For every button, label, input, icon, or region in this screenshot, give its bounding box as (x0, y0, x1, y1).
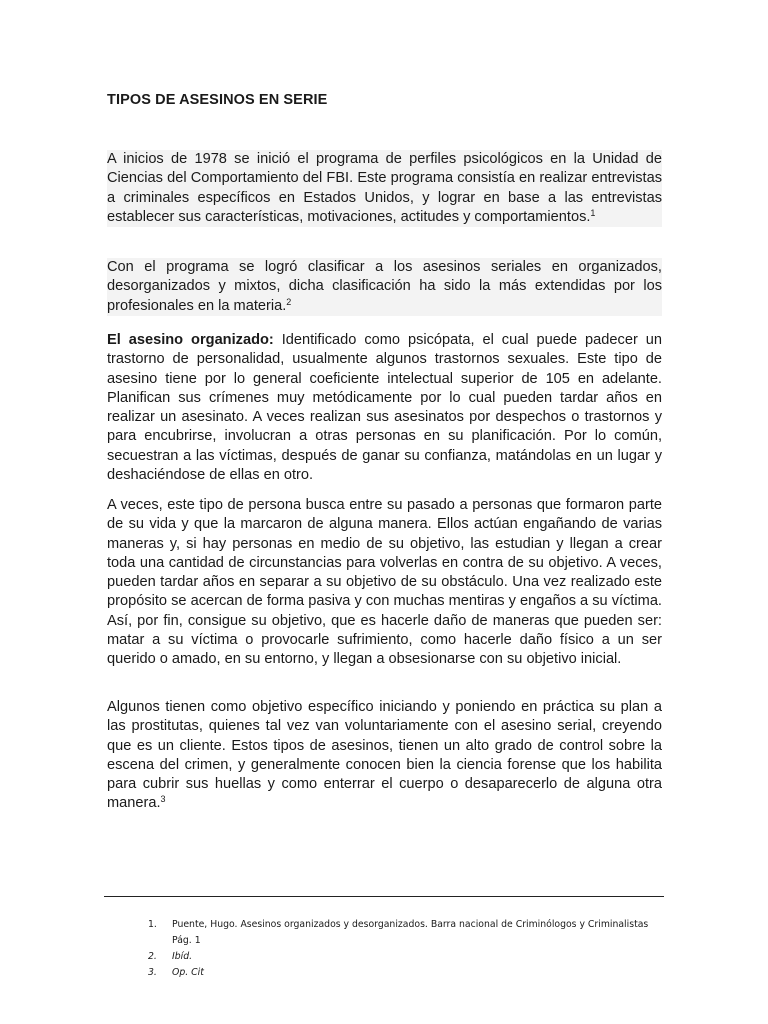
paragraph-text: A veces, este tipo de persona busca entre su pasado a personas que formaron parte de su vida y que la marcaron de alguna manera. Ellos actúan engañando de varias maneras y, si hay personas en medio de su objetivo, las estudian y llegan a crear toda una cantidad de circunstancias para volverlas en contra de su objetivo. A veces, pueden tardar años en separar a su objetivo de su obstáculo. Una vez realizado este propósito se acercan de forma pasiva y con muchas mentiras y engaños a su víctima. Así, por fin, consigue su objetivo, que es hacerle daño de maneras que pueden ser: matar a su víctima o provocarle sufrimiento, como hacerle daño físico a un ser querido o amado, en su entorno, y llegan a obsesionarse con su objetivo inicial. (107, 497, 662, 668)
paragraph-classification (107, 258, 662, 316)
paragraph-text: Identificado como psicópata, el cual puede padecer un trastorno de personalidad, usualmente algunos trastornos sexuales. Este tipo de asesino tiene por lo general coeficiente intelectual superior de 105 en adelante. Planifican sus crímenes muy metódicamente por lo cual pueden tardar años en realizar un asesinato. A veces realizan sus asesinatos por despechos o trastornos y para encubrirse, involucran a otras personas en su planificación. Por lo común, secuestran a las víctimas, después de ganar su confianza, matándolas en un lugar y deshaciéndose de ellas en otro. (107, 332, 662, 484)
paragraph-fbi-program (107, 150, 662, 227)
paragraph-organized-killer (107, 331, 662, 485)
paragraph-text: A inicios de 1978 se inició el programa de perfiles psicológicos en la Unidad de Ciencias del Comportamiento del FBI. Este programa consistía en realizar entrevistas a criminales específicos en Estados Unidos, y lograr en base a las entrevistas establecer sus características, motivaciones, actitudes y comportamientos. (107, 151, 662, 225)
paragraph-text: Con el programa se logró clasificar a los asesinos seriales en organizados, desorganizados y mixtos, dicha clasificación ha sido la más extendidas por los profesionales en la materia. (107, 259, 662, 314)
footnote-item (148, 917, 668, 949)
footnote-item (148, 965, 668, 981)
paragraph-lead-heading: El asesino organizado: (107, 332, 274, 348)
footnote-reference: 2 (286, 296, 292, 307)
paragraph-past-targets (107, 496, 662, 670)
footnote-number: 2. (148, 951, 157, 962)
footnote-separator (104, 896, 664, 897)
document-title: TIPOS DE ASESINOS EN SERIE (107, 92, 328, 108)
footnote-reference: 1 (590, 207, 596, 218)
footnote-text: Ibíd. (172, 951, 193, 962)
paragraph-specific-targets (107, 698, 662, 814)
footnote-text: Puente, Hugo. Asesinos organizados y desorganizados. Barra nacional de Criminólogos y Criminalistas Pág. 1 (172, 919, 649, 946)
footnote-text: Op. Cit (172, 967, 204, 978)
footnotes-list (148, 917, 668, 981)
paragraph-text: Algunos tienen como objetivo específico iniciando y poniendo en práctica su plan a las prostitutas, quienes tal vez van voluntariamente con el asesino serial, creyendo que es un cliente. Estos tipos de asesinos, tienen un alto grado de control sobre la escena del crimen, y generalmente conocen bien la ciencia forense que los habilita para cubrir sus huellas y como enterrar el cuerpo o desaparecerlo de alguna otra manera. (107, 699, 662, 812)
footnote-reference: 3 (160, 794, 166, 805)
footnote-number: 1. (148, 919, 157, 930)
footnote-number: 3. (148, 967, 157, 978)
footnote-item (148, 949, 668, 965)
